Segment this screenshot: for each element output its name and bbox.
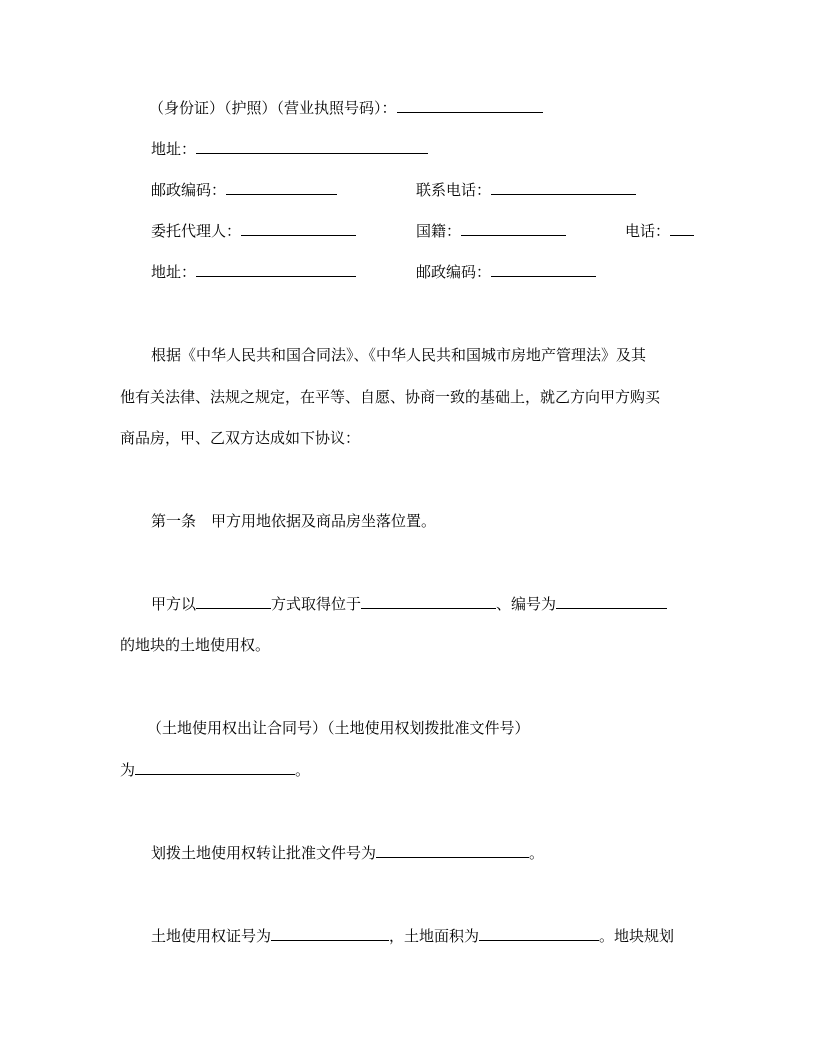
acquire-label: 甲方以 [151,595,197,613]
postal2-label: 邮政编码： [416,263,492,281]
phone-blank [491,180,636,195]
contract-number-note: （土地使用权出让合同号）（土地使用权划拨批准文件号） [147,719,530,737]
phone-field [416,180,636,200]
certificate-label: 土地使用权证号为 [151,927,272,945]
id-number-row [149,98,543,118]
agent-label: 委托代理人： [151,222,242,240]
address-blank [196,139,428,154]
address2-blank [196,262,356,277]
postal2-field [416,262,596,282]
contract-number-end: 。 [295,761,311,779]
location-blank [361,594,496,609]
land-acquisition-row [151,594,667,614]
address-row [151,139,428,159]
land-acquisition-line-2: 的地块的土地使用权。 [120,636,271,654]
preamble-line-3: 商品房，甲、乙双方达成如下协议： [120,429,361,447]
location-label: 方式取得位于 [271,595,362,613]
nationality-blank [461,221,566,236]
address2-label: 地址： [151,263,197,281]
transfer-approval-end: 。 [529,844,545,862]
number-blank [556,594,667,609]
preamble-line-1: 根据《中华人民共和国合同法》、《中华人民共和国城市房地产管理法》及其 [151,346,647,364]
agent-row [151,221,711,241]
preamble-line-2: 他有关法律、法规之规定，在平等、自愿、协商一致的基础上，就乙方向甲方购买 [120,388,661,406]
id-number-label: （身份证）（护照）（营业执照号码）： [149,99,397,117]
agent-blank [241,221,356,236]
plot-planning-label: 。地块规划 [599,927,675,945]
agent-field [151,221,356,241]
transfer-approval-label: 划拨土地使用权转让批准文件号为 [151,844,377,862]
id-number-blank [397,98,543,113]
contract-number-label: 为 [120,761,136,779]
article-1-heading: 第一条 甲方用地依据及商品房坐落位置。 [151,512,437,530]
contract-number-blank [135,760,295,775]
land-area-label: ，土地面积为 [389,927,480,945]
address2-field [151,262,356,282]
transfer-approval-row [151,843,544,863]
number-label: 、编号为 [496,595,557,613]
contract-number-row [120,760,310,780]
land-certificate-row [151,926,674,946]
transfer-approval-blank [376,843,529,858]
tel-field [625,221,694,241]
postal-field [151,180,337,200]
tel-blank [670,221,694,236]
postal2-blank [491,262,596,277]
method-blank [196,594,271,609]
postal-blank [226,180,337,195]
tel-label: 电话： [625,222,671,240]
postal-label: 邮政编码： [151,181,227,199]
land-area-blank [479,926,599,941]
certificate-blank [271,926,389,941]
nationality-field [416,221,566,241]
phone-label: 联系电话： [416,181,492,199]
address2-row [151,262,711,282]
nationality-label: 国籍： [416,222,462,240]
address-label: 地址： [151,140,197,158]
postal-phone-row [151,180,711,200]
